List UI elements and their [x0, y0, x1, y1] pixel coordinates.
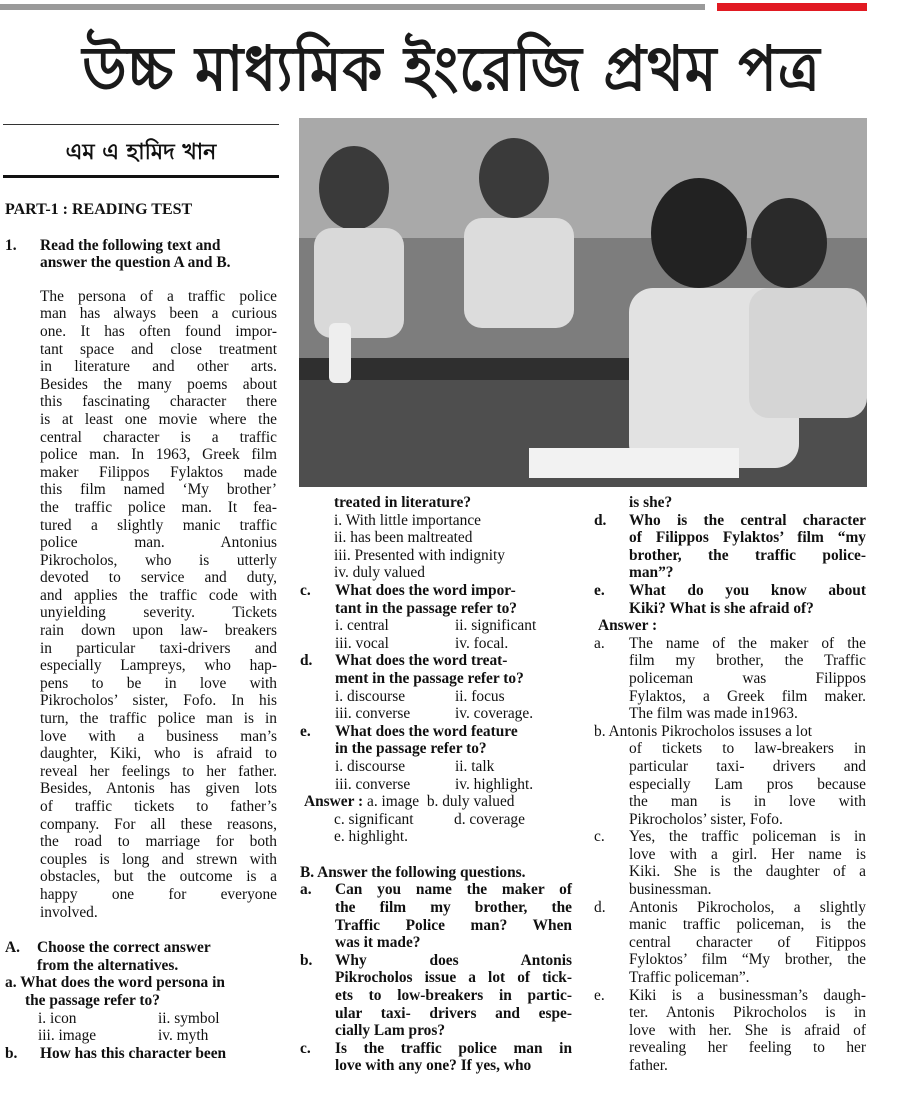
- top-rule-red: [717, 3, 867, 11]
- answer-c: [594, 828, 866, 898]
- answer-b: [594, 723, 866, 829]
- question-e-line-1: What does the word feature: [335, 722, 518, 740]
- option: iii. vocal: [335, 634, 389, 652]
- answer-line: love with her. She is afraid of: [629, 1021, 866, 1039]
- question-d-label: d.: [300, 652, 313, 670]
- passage-line: love with a business man’s: [40, 727, 277, 745]
- passage-line: police man. In 1963, Greek film: [40, 446, 277, 464]
- question-B-d: [594, 512, 866, 582]
- answer-line: Kiki is a businessman’s daugh-: [629, 986, 866, 1004]
- answer-key-row-3: e. highlight.: [334, 828, 408, 846]
- passage-line: tant space and close treatment: [40, 340, 277, 358]
- passage-line: this film named ‘My brother’: [40, 481, 277, 499]
- option: i. icon: [38, 1009, 77, 1027]
- question-line: Pikrocholos issue a lot of tick-: [335, 969, 572, 987]
- author-name: এম এ হামিদ খান: [65, 140, 217, 165]
- question-d-options-row-1: [300, 688, 572, 706]
- question-line: Why does Antonis: [335, 951, 572, 969]
- question-c-line-1: What does the word impor-: [335, 581, 516, 599]
- passage-line: obstacles, but the outcome is a: [40, 868, 277, 886]
- answer-line: the man is in love with: [629, 793, 866, 811]
- question-line: of Filippos Fylaktos’ film “my: [629, 529, 866, 547]
- question-number: 1.: [5, 236, 17, 254]
- answer-line: revealing her feeling to her: [629, 1039, 866, 1057]
- question-a-options-row-2: [5, 1027, 277, 1045]
- option: iv. duly valued: [334, 564, 425, 582]
- section-b-heading: B. Answer the following questions.: [300, 863, 526, 881]
- passage-line: The persona of a traffic police: [40, 287, 277, 305]
- section-a-line-2: from the alternatives.: [37, 956, 179, 974]
- answer-line: ter. Antonis Pikrocholos is in: [629, 1004, 866, 1022]
- question-e: [300, 723, 572, 793]
- answer-e-text: [594, 987, 866, 1075]
- question-B-d-label: d.: [594, 511, 607, 529]
- question-line: ular taxi- drivers and espe-: [335, 1004, 572, 1022]
- question-B-e-text: [594, 582, 866, 617]
- answer-item: b. duly valued: [426, 793, 515, 811]
- column-3: [594, 494, 866, 1075]
- question-d: [300, 652, 572, 722]
- question-line: man”?: [629, 564, 674, 582]
- question-a: [5, 974, 277, 1044]
- question-c-options-row-1: [300, 617, 572, 635]
- answer-a: [594, 635, 866, 723]
- question-B-c-continued: is she?: [629, 494, 673, 511]
- answer-d: [594, 899, 866, 987]
- answer-d-label: d.: [594, 898, 606, 916]
- passage-line: of traffic tickets to father’s: [40, 798, 277, 815]
- passage-line: central character is a traffic: [40, 428, 277, 446]
- answer-item: a. image: [367, 793, 420, 811]
- option: ii. has been maltreated: [334, 529, 473, 547]
- option: iii. converse: [335, 775, 411, 793]
- answer-b-text: [594, 740, 866, 828]
- section-a-line-1: Choose the correct answer: [37, 939, 211, 957]
- passage-line: unyielding severity. Tickets: [40, 604, 277, 622]
- question-B-a: [300, 881, 572, 951]
- option: iv. highlight.: [455, 775, 534, 793]
- question-b-text: How has this character been: [40, 1044, 227, 1062]
- question-line: was it made?: [335, 934, 421, 952]
- answer-line: Kiki. She is the daughter of a: [629, 863, 866, 881]
- answer-line: Antonis Pikrocholos, a slightly: [629, 898, 866, 916]
- passage-line: devoted to service and duty,: [40, 569, 277, 587]
- answer-line: central character of Fitippos: [629, 933, 866, 951]
- passage-line: especially Lampreys, who hap-: [40, 657, 277, 675]
- question-a-options-row-1: [5, 1010, 277, 1028]
- option: i. discourse: [335, 687, 406, 705]
- passage-line: in literature and other arts.: [40, 358, 277, 376]
- answer-line: manic traffic policeman, is the: [629, 916, 866, 934]
- question-a-line-2: the passage refer to?: [25, 991, 160, 1009]
- option: iii. converse: [335, 705, 411, 723]
- option: iii. image: [38, 1027, 97, 1045]
- question-1: [5, 237, 277, 272]
- answer-line: Fylaktos, a Greek film maker.: [629, 687, 866, 705]
- question-B-b-label: b.: [300, 951, 313, 969]
- passage-line: company. For all these reasons,: [40, 815, 277, 833]
- answer-line: Traffic policeman”.: [629, 969, 750, 987]
- section-a-heading: [5, 939, 277, 974]
- passage-line: the road to marriage for both: [40, 833, 277, 851]
- question-line: Who is the central character: [629, 511, 866, 529]
- passage-line: turn, the traffic police man is in: [40, 710, 277, 728]
- option: i. central: [335, 617, 389, 635]
- question-line: What do you know about: [629, 581, 866, 599]
- question-e-line-2: in the passage refer to?: [335, 740, 487, 758]
- question-d-options-row-2: [300, 705, 572, 723]
- question-1-line-1: Read the following text and: [40, 236, 221, 254]
- question-B-e: [594, 582, 866, 617]
- question-line: Can you name the maker of: [335, 881, 572, 899]
- answer-item: c. significant: [334, 810, 414, 828]
- answer-line: The name of the maker of the: [629, 634, 866, 652]
- question-line: love with any one? If yes, who: [335, 1057, 532, 1075]
- answer-line: Fyloktos’ film “My brother, the: [629, 951, 866, 969]
- question-B-b-text: [300, 952, 572, 1040]
- question-B-a-text: [300, 881, 572, 951]
- answer-label: Answer :: [304, 793, 364, 811]
- answer-line: The film was made in1963.: [629, 705, 798, 723]
- answer-line: Pikrocholos’ sister, Fofo.: [629, 810, 783, 828]
- question-b-options: [300, 512, 572, 582]
- students-writing-illustration: [299, 118, 867, 487]
- passage-line: maker Filippos Fylaktos made: [40, 463, 277, 481]
- top-rule-gray: [0, 4, 705, 10]
- question-d-line-1: What does the word treat-: [335, 652, 508, 670]
- passage-line: one. It has often found impor-: [40, 322, 277, 340]
- option: iv. coverage.: [455, 705, 534, 723]
- question-B-d-text: [594, 512, 866, 582]
- passage-line: man has always been a curious: [40, 305, 277, 323]
- answer-item: d. coverage: [454, 810, 525, 828]
- option: i. discourse: [335, 757, 406, 775]
- answer-line: father.: [629, 1057, 668, 1074]
- answer-a-text: [594, 635, 866, 723]
- question-1-line-2: answer the question A and B.: [40, 254, 231, 272]
- answer-line: love with a girl. Her name is: [629, 845, 866, 863]
- passage-line: is at least one movie where the: [40, 410, 277, 428]
- question-B-e-label: e.: [594, 581, 605, 599]
- question-line: Traffic Police man? When: [335, 916, 572, 934]
- option: ii. symbol: [158, 1009, 220, 1027]
- passage-line: Besides the many poems about: [40, 375, 277, 393]
- question-B-c: [300, 1040, 572, 1075]
- answer-b-first-line: b. Antonis Pikrocholos issuses a lot: [594, 722, 813, 740]
- question-b-label: b.: [5, 1044, 18, 1062]
- passage-line: tured a slightly manic traffic: [40, 516, 277, 534]
- answer-a-label: a.: [594, 634, 605, 652]
- question-e-label: e.: [300, 722, 311, 740]
- answer-line: film my brother, the Traffic: [629, 652, 866, 670]
- question-e-options-row-2: [300, 776, 572, 794]
- passage-line: pens to be in love with: [40, 674, 277, 692]
- question-line: Is the traffic police man in: [335, 1039, 572, 1057]
- column-2: [300, 494, 572, 1075]
- passage-line: police man. Antonius: [40, 534, 277, 552]
- option: ii. focus: [455, 687, 505, 705]
- answer-line: businessman.: [629, 881, 712, 899]
- part-heading: PART-1 : READING TEST: [5, 201, 193, 218]
- passage-line: in particular taxi-drivers and: [40, 639, 277, 657]
- question-line: brother, the traffic police-: [629, 546, 866, 564]
- answer-c-label: c.: [594, 828, 605, 846]
- question-c: [300, 582, 572, 652]
- question-c-label: c.: [300, 581, 311, 599]
- question-c-options-row-2: [300, 635, 572, 653]
- passage-line: and applies the traffic code with: [40, 586, 277, 604]
- answer-heading: Answer :: [598, 617, 658, 635]
- page-title: উচ্চ মাধ্যমিক ইংরেজি প্রথম পত্র: [82, 32, 821, 105]
- option: i. With little importance: [334, 511, 481, 529]
- answer-line: of tickets to law-breakers in: [629, 740, 866, 758]
- question-B-a-label: a.: [300, 881, 312, 899]
- option: iv. focal.: [455, 634, 509, 652]
- question-line: the film my brother, the: [335, 899, 572, 917]
- answer-key-row-2: [300, 811, 572, 829]
- option: iv. myth: [158, 1027, 209, 1045]
- question-B-c-label: c.: [300, 1039, 311, 1057]
- passage-line: couples is long and strewn with: [40, 850, 277, 868]
- section-a-label: A.: [5, 939, 20, 957]
- byline-box: [3, 124, 279, 178]
- question-d-line-2: ment in the passage refer to?: [335, 669, 524, 687]
- answer-line: policeman was Filippos: [629, 669, 866, 687]
- question-B-c-text: [300, 1040, 572, 1075]
- answer-line: especially Lam pros because: [629, 775, 866, 793]
- passage-line: Pikrocholos’ sister, Fofo. In his: [40, 692, 277, 710]
- exam-hall-photo: [299, 118, 867, 487]
- question-b: [5, 1045, 277, 1063]
- question-line: cially Lam pros?: [335, 1022, 446, 1040]
- answer-d-text: [594, 899, 866, 987]
- option: ii. talk: [455, 757, 495, 775]
- passage-line: daughter, Kiki, who is afraid to: [40, 745, 277, 763]
- question-b-continued: treated in literature?: [334, 494, 472, 511]
- question-line: Kiki? What is she afraid of?: [629, 599, 814, 617]
- passage-line: reveal her feelings to her father.: [40, 762, 277, 780]
- passage-line: this fascinating character there: [40, 393, 277, 411]
- question-c-line-2: tant in the passage refer to?: [335, 599, 517, 617]
- question-B-b: [300, 952, 572, 1040]
- question-e-options-row-1: [300, 758, 572, 776]
- answer-c-text: [594, 828, 866, 898]
- passage-line: the traffic police man. It fea-: [40, 498, 277, 516]
- passage-line: rain down upon law- breakers: [40, 622, 277, 640]
- answer-line: Yes, the traffic policeman is in: [629, 828, 866, 846]
- passage-line: Pikrocholos, who is utterly: [40, 551, 277, 569]
- option: iii. Presented with indignity: [334, 546, 505, 564]
- passage-line: Besides, Antonis has given lots: [40, 780, 277, 798]
- answer-key-row-1: [300, 793, 572, 811]
- answer-e-label: e.: [594, 986, 605, 1004]
- passage-line: happy one for everyone: [40, 885, 277, 903]
- option: ii. significant: [455, 617, 537, 635]
- answer-line: particular taxi- drivers and: [629, 757, 866, 775]
- passage-line: involved.: [40, 903, 98, 921]
- answer-e: [594, 987, 866, 1075]
- question-a-line-1: a. What does the word persona in: [5, 974, 225, 992]
- reading-passage: [5, 288, 277, 921]
- question-line: ets to low-breakers in partic-: [335, 987, 572, 1005]
- column-1: [5, 201, 277, 1062]
